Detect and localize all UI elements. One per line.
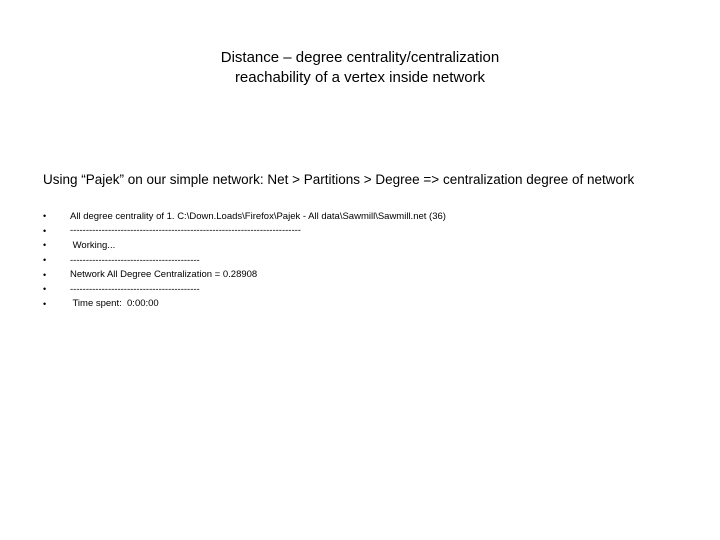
bullet-icon: •: [43, 269, 47, 280]
bullet-text: Working...: [70, 239, 116, 251]
slide-title: [0, 48, 720, 88]
title-line-1: Distance – degree centrality/centralization: [220, 49, 500, 66]
list-item: [43, 282, 446, 297]
bullet-icon: •: [43, 225, 47, 236]
list-item: [43, 224, 446, 239]
bullet-icon: •: [43, 284, 47, 295]
list-item: [43, 238, 446, 253]
bullet-text: Time spent: 0:00:00: [70, 298, 159, 310]
bullet-icon: •: [43, 298, 47, 309]
bullet-text: -----------------------------------------: [70, 254, 200, 266]
bullet-text: Network All Degree Centralization = 0.28908: [70, 269, 258, 281]
subtitle-text: Using “Pajek” on our simple network: Net > Partitions > Degree => centralization degree of network: [43, 172, 635, 187]
title-line-2: reachability of a vertex inside network: [234, 69, 486, 86]
bullet-text: -------------------------------------------------------------------------: [70, 225, 301, 237]
bullet-icon: •: [43, 211, 47, 222]
bullet-icon: •: [43, 240, 47, 251]
list-item: [43, 297, 446, 312]
bullet-text: All degree centrality of 1. C:\Down.Loads\Firefox\Pajek - All data\Sawmill\Sawmill.net (36): [70, 210, 446, 222]
list-item: [43, 253, 446, 268]
bullet-icon: •: [43, 255, 47, 266]
list-item: [43, 267, 446, 282]
output-bullet-list: [43, 209, 446, 311]
list-item: [43, 209, 446, 224]
bullet-text: -----------------------------------------: [70, 283, 200, 295]
